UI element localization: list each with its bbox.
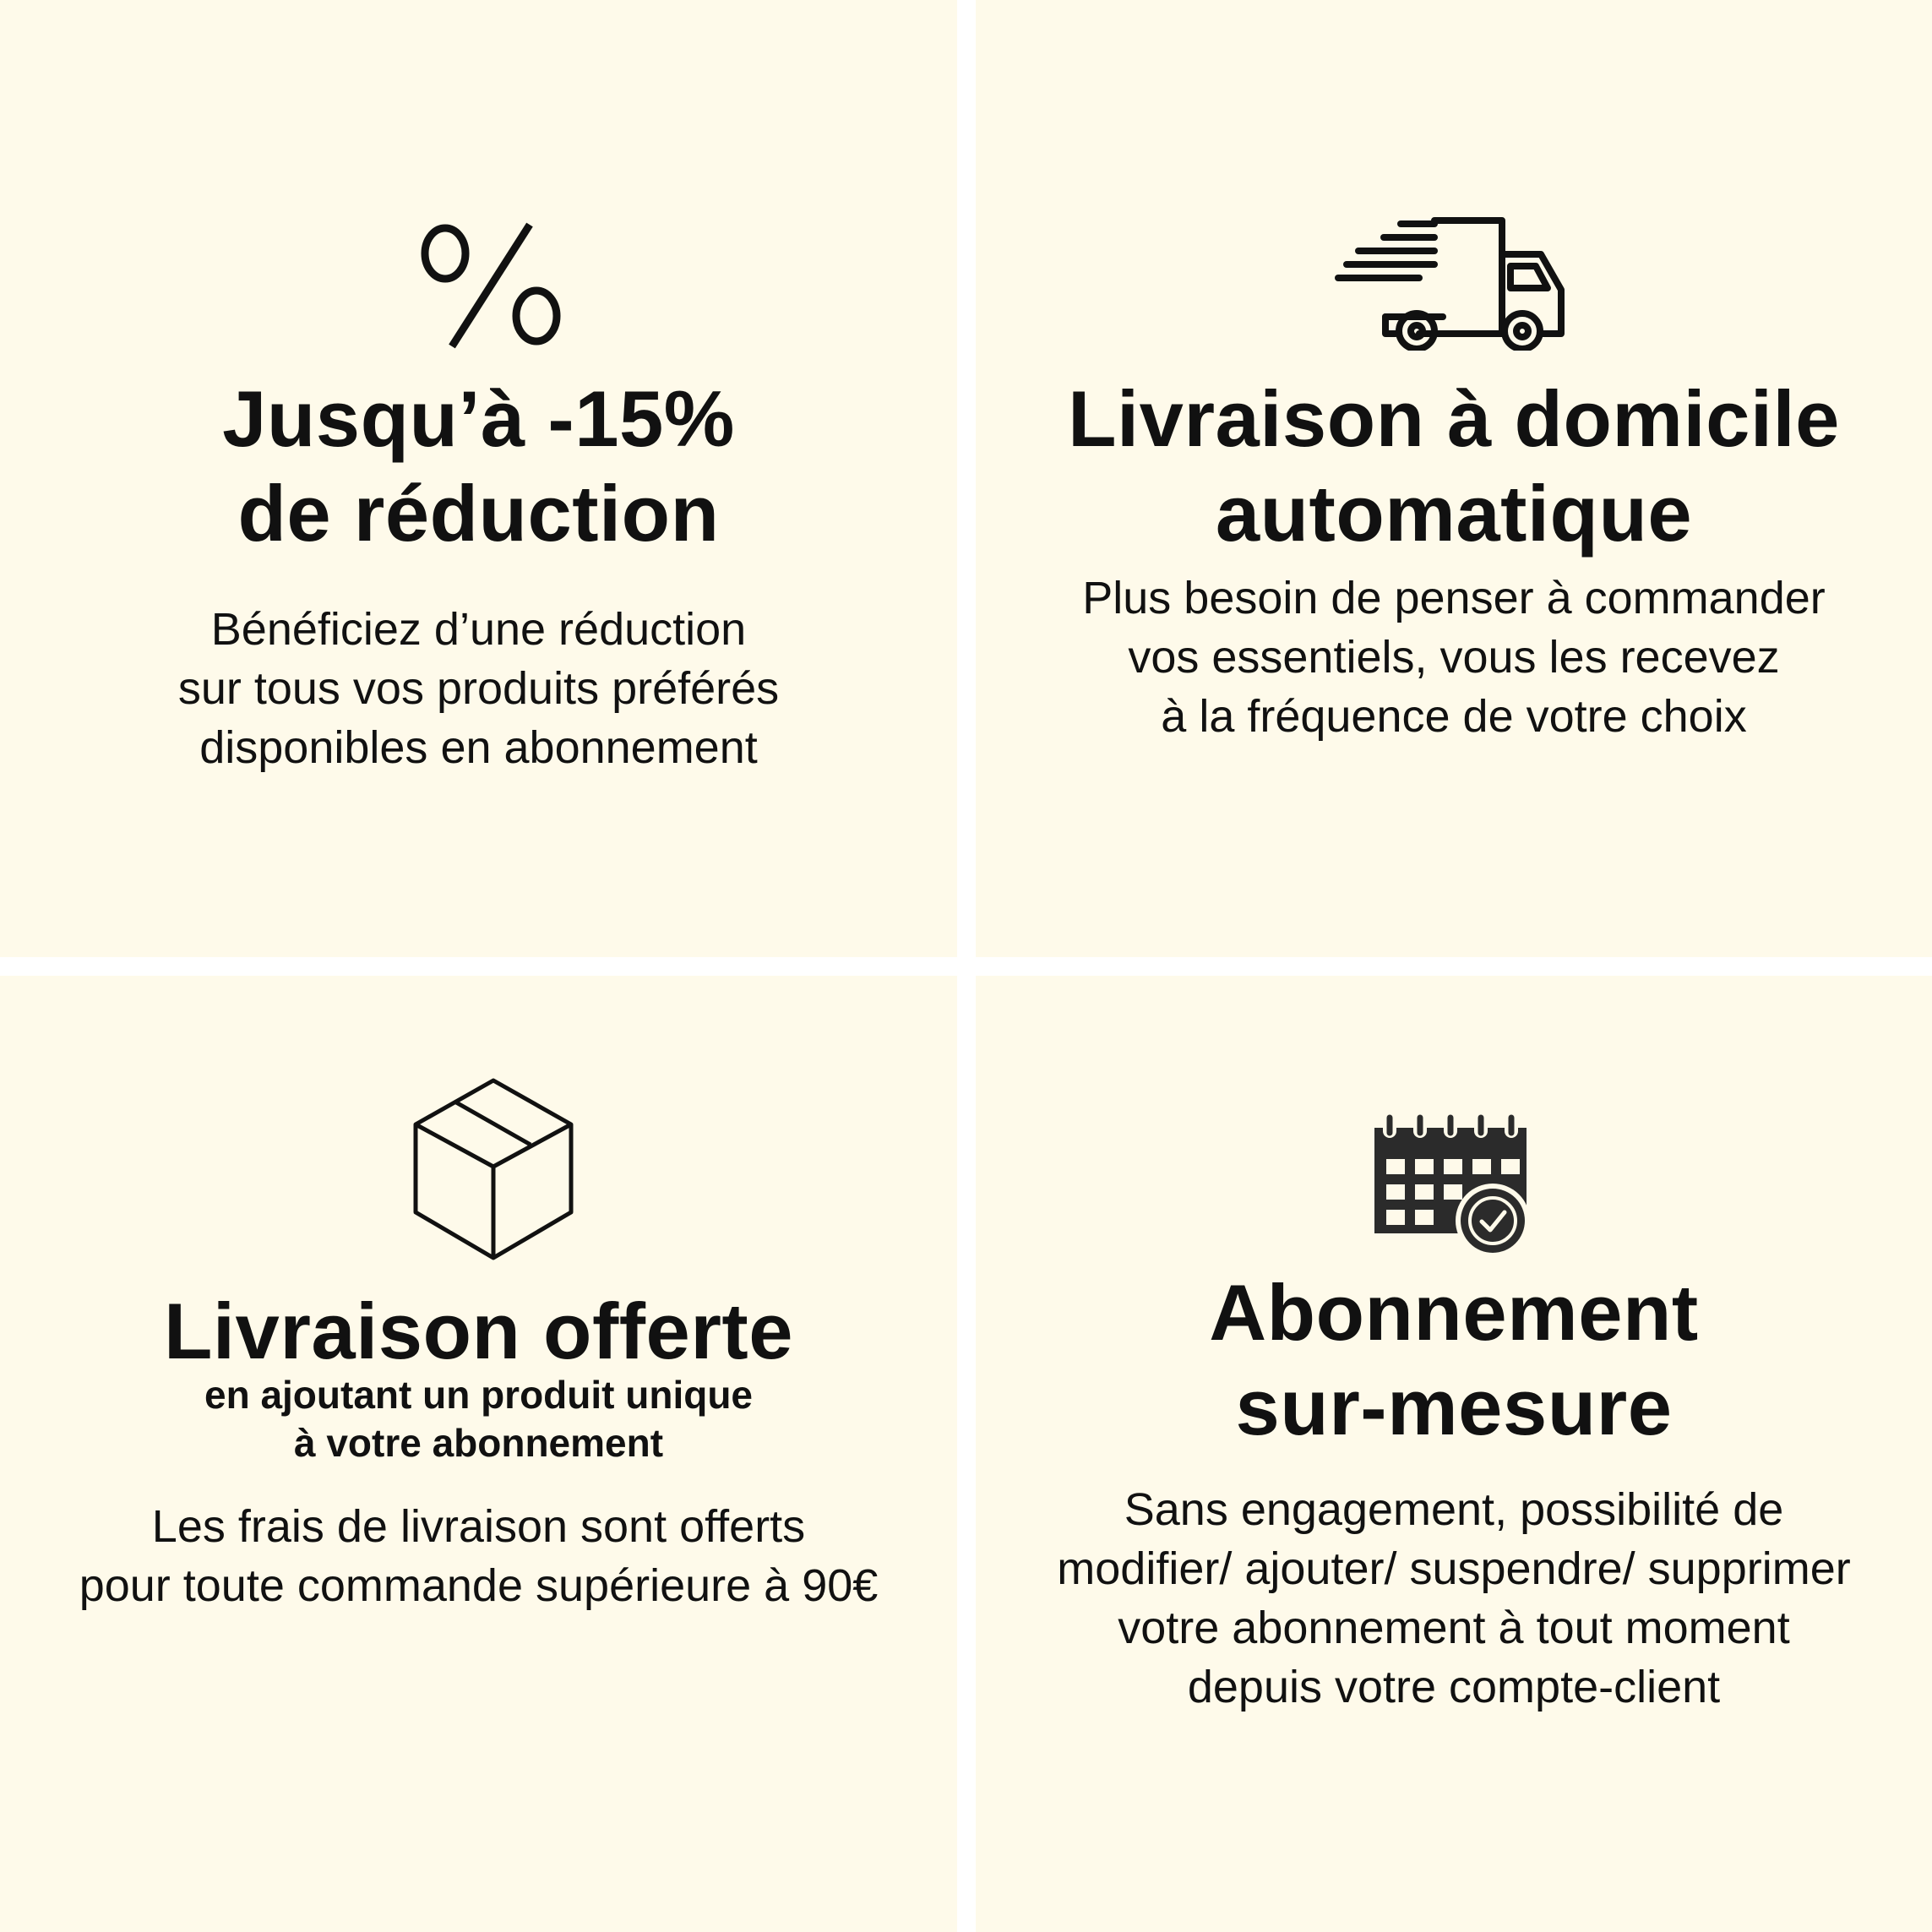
benefit-card-home-delivery — [976, 0, 1932, 957]
body-line: votre abonnement à tout moment — [1118, 1603, 1790, 1653]
title-line: automatique — [1215, 469, 1693, 558]
card-title — [0, 1284, 957, 1379]
body-line: modifier/ ajouter/ suspendre/ supprimer — [1057, 1543, 1851, 1594]
title-line: Abonnement — [1209, 1268, 1699, 1357]
body-line: depuis votre compte-client — [1187, 1662, 1721, 1712]
benefit-card-custom-subscription — [976, 976, 1932, 1932]
subtitle-line: à votre abonnement — [293, 1421, 664, 1465]
card-description — [0, 1497, 957, 1615]
card-description — [976, 569, 1932, 746]
title-line: de réduction — [237, 469, 720, 558]
package-box-icon — [412, 1077, 574, 1263]
benefit-card-discount — [0, 0, 957, 957]
body-line: sur tous vos produits préférés — [177, 663, 780, 714]
body-line: à la fréquence de votre choix — [1161, 691, 1747, 742]
benefit-card-free-shipping — [0, 976, 957, 1932]
body-line: Les frais de livraison sont offerts — [151, 1501, 806, 1552]
title-line: Livraison offerte — [164, 1287, 793, 1375]
card-title — [0, 372, 957, 561]
subtitle-line: en ajoutant un produit unique — [204, 1373, 754, 1417]
title-line: sur-mesure — [1235, 1363, 1673, 1451]
card-title — [976, 1265, 1932, 1455]
calendar-check-icon — [1373, 1111, 1533, 1263]
card-description — [0, 600, 957, 777]
body-line: pour toute commande supérieure à 90€ — [79, 1560, 879, 1611]
card-title — [976, 372, 1932, 561]
percent-icon — [418, 220, 566, 351]
body-line: disponibles en abonnement — [199, 722, 758, 773]
title-line: Jusqu’à -15% — [222, 374, 735, 463]
title-line: Livraison à domicile — [1068, 374, 1840, 463]
card-description — [976, 1480, 1932, 1717]
body-line: Sans engagement, possibilité de — [1124, 1484, 1784, 1535]
card-subtitle — [0, 1371, 957, 1467]
body-line: Bénéficiez d’une réduction — [210, 604, 747, 655]
delivery-truck-icon — [1335, 215, 1588, 351]
body-line: vos essentiels, vous les recevez — [1128, 632, 1780, 683]
body-line: Plus besoin de penser à commander — [1082, 573, 1826, 623]
